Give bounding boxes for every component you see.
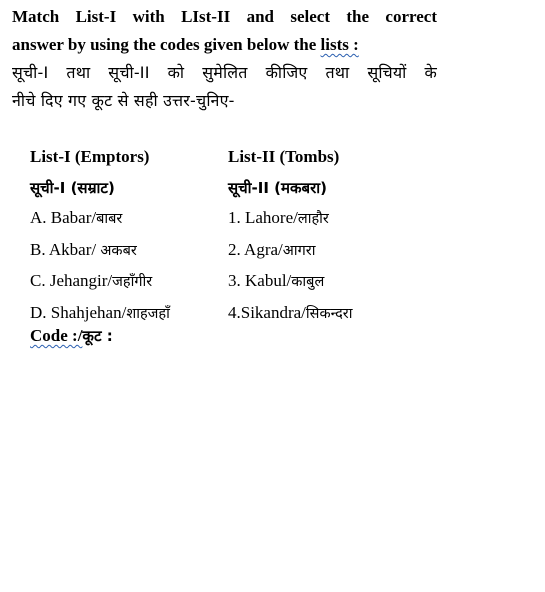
list-item-english: 2. Agra/ bbox=[228, 239, 283, 259]
list-1-column bbox=[30, 142, 225, 329]
spellcheck-underlined-word: lists : bbox=[320, 35, 359, 54]
list-1-item-b bbox=[30, 235, 225, 267]
list-item-english: 1. Lahore/ bbox=[228, 208, 298, 227]
list-item-hindi: अकबर bbox=[100, 242, 137, 259]
question-line-2 bbox=[12, 31, 437, 59]
list-item-english: C. Jehangir/ bbox=[30, 271, 113, 290]
list-1-header: List-I (Emptors) bbox=[30, 147, 150, 166]
list-item-english: 4.Sikandra/ bbox=[228, 302, 306, 322]
code-label-english: Code :/ bbox=[30, 326, 83, 345]
list-2-item-4 bbox=[228, 298, 428, 330]
list-item-hindi: आगरा bbox=[282, 242, 316, 259]
list-item-hindi: सिकन्दरा bbox=[305, 305, 353, 322]
question-line-3-hindi: सूची-I तथा सूची-II को सुमेलित कीजिए तथा सूचियों के bbox=[12, 63, 437, 82]
list-2-header-hindi: सूची-II (मकबरा) bbox=[228, 178, 327, 197]
list-2-item-1 bbox=[228, 203, 428, 235]
list-2-item-2 bbox=[228, 235, 428, 267]
code-label bbox=[30, 322, 113, 350]
list-item-english: D. Shahjehan/ bbox=[30, 302, 127, 322]
list-1-header-hindi: सूची-I (सम्राट) bbox=[30, 178, 115, 197]
list-2-item-3 bbox=[228, 266, 428, 298]
list-item-hindi: लाहौर bbox=[297, 211, 329, 227]
list-1-item-c bbox=[30, 266, 225, 298]
list-1-item-a bbox=[30, 203, 225, 235]
question-line-1: Match List-I with LIst-II and select the correct bbox=[12, 7, 437, 26]
list-2-header: List-II (Tombs) bbox=[228, 147, 340, 166]
list-item-english: A. Babar/ bbox=[30, 208, 97, 227]
list-item-english: B. Akbar/ bbox=[30, 239, 101, 259]
question-line-4-hindi: नीचे दिए गए कूट से सही उत्तर-चुनिए- bbox=[12, 91, 235, 110]
question-text bbox=[12, 3, 437, 115]
list-item-hindi: बाबर bbox=[96, 211, 123, 227]
list-item-hindi: शाहजहाँ bbox=[126, 305, 170, 322]
list-item-hindi: जहाँगीर bbox=[112, 274, 153, 290]
code-label-hindi: कूट : bbox=[82, 327, 113, 345]
question-line-2-text: answer by using the codes given below the bbox=[12, 35, 321, 54]
list-item-hindi: काबुल bbox=[291, 274, 325, 290]
list-item-english: 3. Kabul/ bbox=[228, 271, 292, 290]
list-2-column bbox=[228, 142, 428, 329]
